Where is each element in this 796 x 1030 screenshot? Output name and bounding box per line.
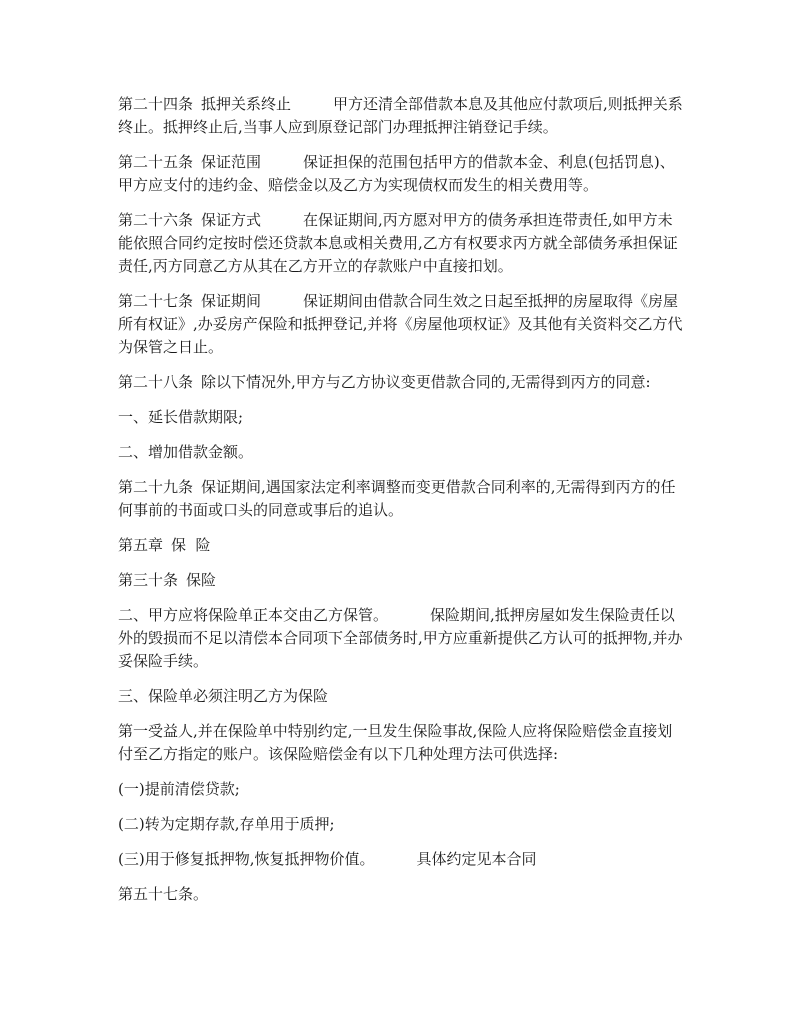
- list-item: [118, 778, 684, 801]
- list-item: [118, 813, 684, 836]
- clause-paragraph: [118, 685, 684, 708]
- article-title: 保险: [186, 571, 217, 589]
- article-number: 第二十四条: [118, 95, 194, 113]
- list-item: [118, 441, 684, 464]
- article-30: [118, 569, 684, 592]
- chapter-title: 保 险: [171, 536, 211, 554]
- clause-text: 第五十七条。: [118, 885, 209, 903]
- document-page: [118, 93, 684, 918]
- article-25: [118, 151, 684, 197]
- article-number: 第三十条: [118, 571, 179, 589]
- article-text: 保证期间,遇国家法定利率调整而变更借款合同利率的,无需得到丙方的任何事前的书面或口头的同意或事后的追认。: [118, 478, 676, 519]
- article-title: 保证期间: [201, 292, 262, 310]
- article-number: 第二十六条: [118, 211, 194, 229]
- article-28: [118, 371, 684, 394]
- clause-text: 第一受益人,并在保险单中特别约定,一旦发生保险事故,保险人应将保险赔偿金直接划付至乙方指定的账户。该保险赔偿金有以下几种处理方法可供选择:: [118, 722, 673, 763]
- list-item: [118, 848, 684, 871]
- article-body: 甲方还清全部借款本息及其他应付款项后,则抵押关系终止。抵押终止后,当事人应到原登记部门办理抵押注销登记手续。: [118, 95, 683, 136]
- article-26: [118, 209, 684, 278]
- article-number: 第二十九条: [118, 478, 194, 496]
- clause-paragraph: [118, 720, 684, 766]
- article-title: 抵押关系终止: [201, 95, 292, 113]
- article-title: 保证范围: [201, 153, 262, 171]
- list-item-text: (三)用于修复抵押物,恢复抵押物价值。: [118, 850, 375, 868]
- chapter-number: 第五章: [118, 536, 164, 554]
- article-body: 保证期间由借款合同生效之日起至抵押的房屋取得《房屋所有权证》,办妥房产保险和抵押登记,并将《房屋他项权证》及其他有关资料交乙方代为保管之日止。: [118, 292, 683, 356]
- clause-body: 保险期间,抵押房屋如发生保险责任以外的毁损而不足以清偿本合同项下全部债务时,甲方应重新提供乙方认可的抵押物,并办妥保险手续。: [118, 606, 683, 670]
- article-title: 保证方式: [201, 211, 262, 229]
- article-text: 除以下情况外,甲方与乙方协议变更借款合同的,无需得到丙方的同意:: [201, 373, 651, 391]
- list-item-text: (二)转为定期存款,存单用于质押;: [118, 815, 335, 833]
- list-item: [118, 406, 684, 429]
- article-body: 保证担保的范围包括甲方的借款本金、利息(包括罚息)、甲方应支付的违约金、赔偿金以及乙方为实现债权而发生的相关费用等。: [118, 153, 675, 194]
- list-item-text: 二、增加借款金额。: [118, 443, 254, 461]
- chapter-heading: [118, 534, 684, 557]
- list-item-text: 一、延长借款期限;: [118, 408, 244, 426]
- list-item-text: (一)提前清偿贷款;: [118, 780, 240, 798]
- list-item-body: 具体约定见本合同: [416, 850, 537, 868]
- article-number: 第二十八条: [118, 373, 194, 391]
- article-body: 在保证期间,丙方愿对甲方的债务承担连带责任,如甲方未能依照合同约定按时偿还贷款本息或相关费用,乙方有权要求丙方就全部债务承担保证责任,丙方同意乙方从其在乙方开立的存款账户中直接扣划。: [118, 211, 678, 275]
- article-27: [118, 290, 684, 359]
- article-29: [118, 476, 684, 522]
- article-number: 第二十七条: [118, 292, 194, 310]
- clause-paragraph: [118, 883, 684, 906]
- article-number: 第二十五条: [118, 153, 194, 171]
- article-24: [118, 93, 684, 139]
- clause-text: 二、甲方应将保险单正本交由乙方保管。: [118, 606, 389, 624]
- clause-text: 三、保险单必须注明乙方为保险: [118, 687, 329, 705]
- clause-paragraph: [118, 604, 684, 673]
